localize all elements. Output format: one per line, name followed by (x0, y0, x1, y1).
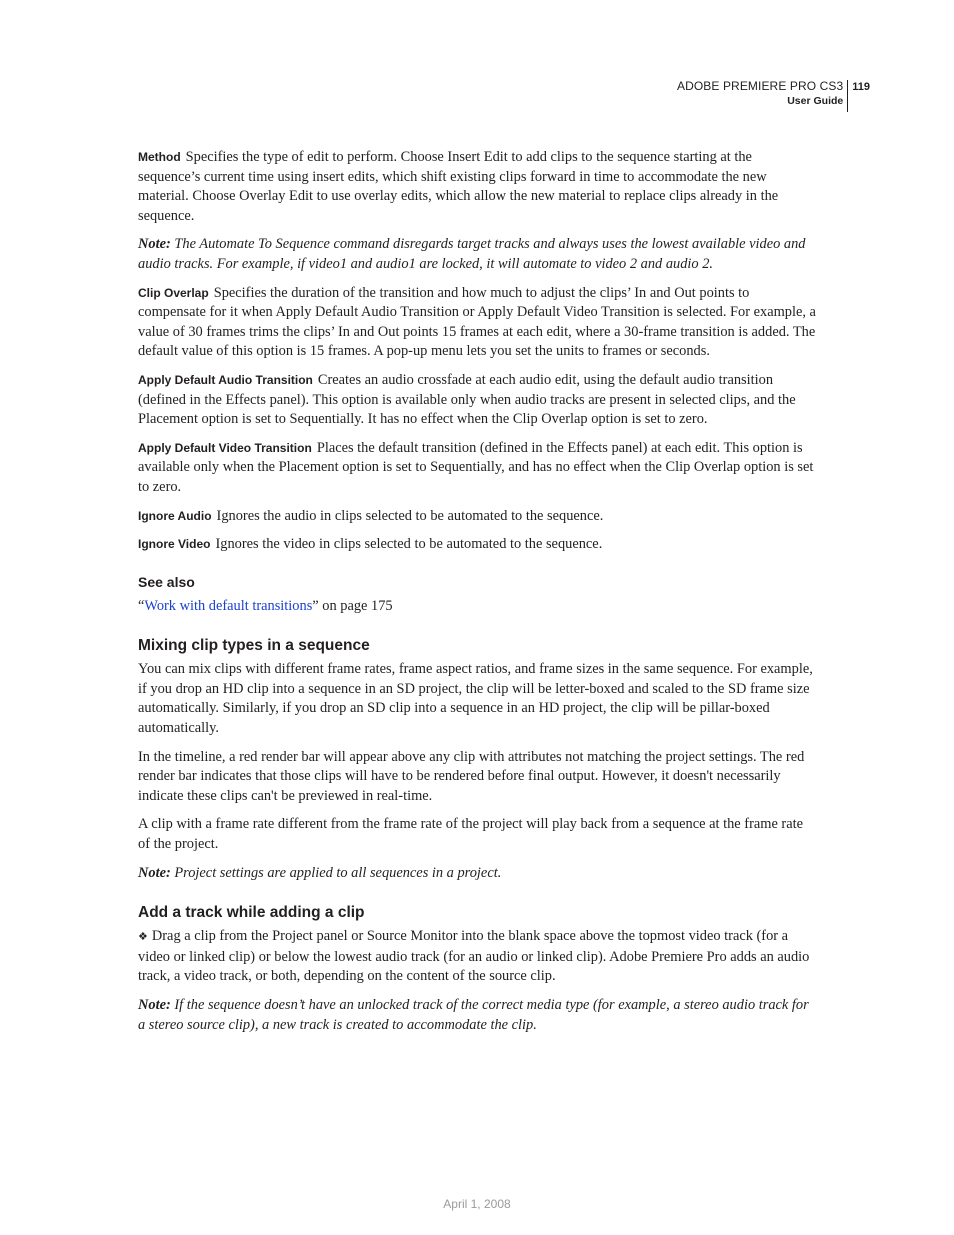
mixing-paragraph-3: A clip with a frame rate different from the frame rate of the project will play back from a sequence at the frame rate of the project. (138, 816, 803, 853)
mixing-paragraph-1: You can mix clips with different frame rates, frame aspect ratios, and frame sizes in the same sequence. For example, if you drop an HD clip into a sequence in an SD project, the clip will be letter-boxed and scaled to the SD frame size automatically. Similarly, if you drop an SD clip into a sequence in an HD project, the clip will be pillar-boxed automatically. (138, 661, 813, 737)
page-header (677, 78, 870, 112)
option-term: Method (138, 150, 181, 164)
option-term: Clip Overlap (138, 285, 209, 300)
note-text: The Automate To Sequence command disregards target tracks and always uses the lowest available video and audio tracks. For example, if video1 and audio1 are locked, it will automate to video 2 and audio 2. (138, 236, 806, 272)
option-description: Ignores the audio in clips selected to be automated to the sequence. (216, 507, 604, 524)
option-term: Ignore Audio (138, 508, 212, 523)
footer-date: April 1, 2008 (443, 1197, 511, 1211)
option-term: Apply Default Video Transition (138, 440, 312, 455)
work-with-default-transitions-link[interactable]: Work with default transitions (144, 597, 313, 614)
step-text: Drag a clip from the Project panel or Source Monitor into the blank space above the topmost video track (for a video or linked clip) or below the lowest audio track (for an audio or linked clip). Adobe Premiere Pro adds an audio track, a video track, or both, depending on the content of the source clip. (138, 928, 810, 985)
note-text: Project settings are applied to all sequences in a project. (174, 864, 502, 881)
note-automate (138, 235, 816, 274)
note-unlocked-track (138, 996, 816, 1035)
option-clip-overlap (138, 284, 816, 362)
option-description: Ignores the video in clips selected to be automated to the sequence. (215, 536, 603, 553)
add-track-step (138, 927, 816, 987)
note-label: Note: (138, 997, 171, 1013)
open-quote: “ (138, 597, 145, 614)
option-description: Creates an audio crossfade at each audio edit, using the default audio transition (defined in the Effects panel). This option is available only when audio tracks are present in selected clips, and the Placement option is set to Sequentially. It has no effect when the Clip Overlap option is set to zero. (138, 371, 796, 428)
option-method (138, 148, 816, 226)
option-description: Places the default transition (defined in the Effects panel) at each edit. This option is available only when the Placement option is set to Sequentially, and has no effect when the Clip Overlap option is set to zero. (138, 439, 814, 495)
note-label: Note: (138, 864, 171, 881)
note-project-settings (138, 864, 816, 884)
diamond-bullet-icon: ❖ (138, 931, 148, 944)
note-label: Note: (138, 236, 171, 253)
option-ignore-audio (138, 507, 816, 527)
option-description: Specifies the type of edit to perform. Choose Insert Edit to add clips to the sequence starting at the sequence’s current time using insert edits, which shift existing clips forward in time to accommodate the new material. Choose Overlay Edit to use overlay edits, which allow the new material to replace clips already in the sequence. (138, 149, 779, 224)
mixing-clip-types-heading: Mixing clip types in a sequence (138, 637, 370, 655)
note-text: If the sequence doesn’t have an unlocked track of the correct media type (for example, a stereo audio track for a stereo source clip), a new track is created to accommodate the clip. (138, 997, 809, 1033)
option-term: Ignore Video (138, 537, 211, 552)
add-track-heading: Add a track while adding a clip (138, 904, 365, 922)
see-also-heading: See also (138, 573, 195, 590)
option-apply-default-audio-transition (138, 371, 816, 430)
option-apply-default-video-transition (138, 439, 816, 498)
page-reference: ” on page 175 (312, 597, 393, 614)
page-content (138, 148, 816, 1044)
mixing-paragraph-2: In the timeline, a red render bar will appear above any clip with attributes not matching the project settings. The red render bar indicates that those clips will have to be rendered before final output. However, it doesn't necessarily indicate these clips can't be previewed in real-time. (138, 748, 805, 804)
guide-name: User Guide (787, 95, 844, 107)
product-name: ADOBE PREMIERE PRO CS3 (677, 79, 844, 93)
option-ignore-video (138, 535, 816, 555)
page-number: 119 (852, 81, 870, 93)
option-term: Apply Default Audio Transition (138, 372, 313, 387)
see-also-reference (138, 597, 816, 617)
header-text (677, 78, 847, 109)
option-description: Specifies the duration of the transition and how much to adjust the clips’ In and Out points to compensate for it when Apply Default Audio Transition or Apply Default Video Transition is selected. For example, a value of 30 frames trims the clips’ In and Out points 15 frames at each edit, where a 30-frame transition is added. The default value of this option is 15 frames. A pop-up menu lets you set the units to frames or seconds. (138, 284, 816, 360)
